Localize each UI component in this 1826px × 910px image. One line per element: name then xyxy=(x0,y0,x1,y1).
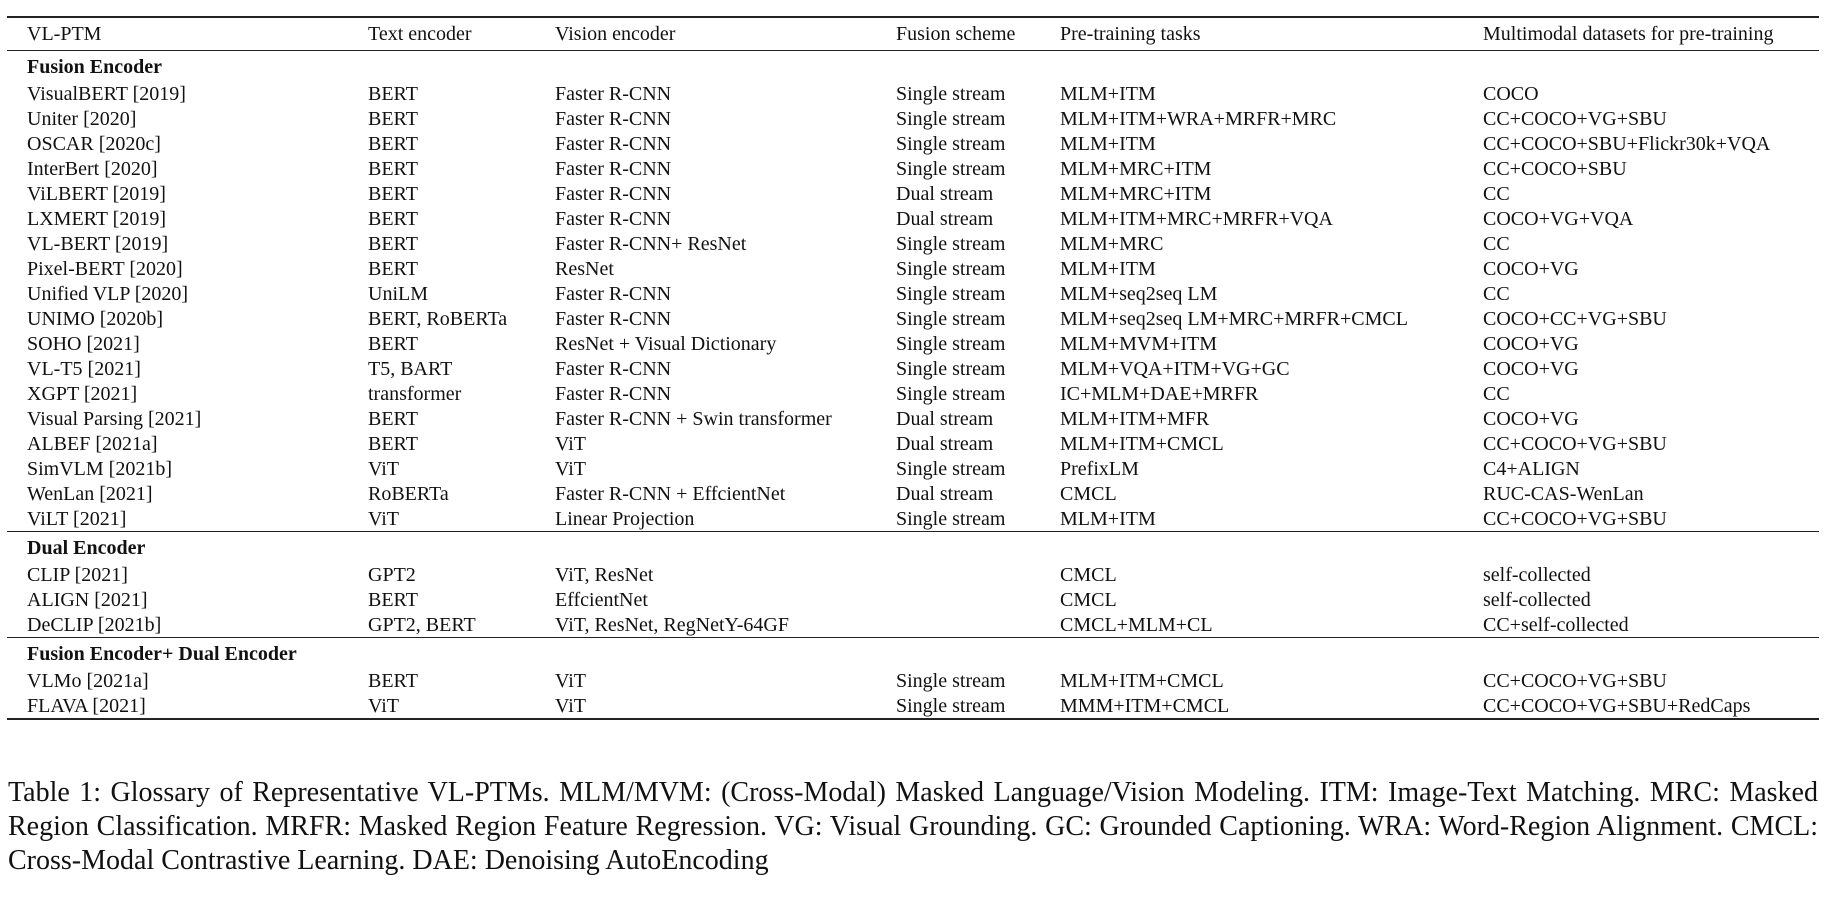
cell-fusion-scheme: Single stream xyxy=(896,282,1006,305)
cell-pretraining-tasks: MLM+MVM+ITM xyxy=(1060,332,1218,355)
glossary-table-container xyxy=(7,16,1819,720)
cell-pretraining-tasks: CMCL xyxy=(1060,588,1117,611)
cell-pretraining-tasks: MLM+ITM+MRC+MRFR+VQA xyxy=(1060,207,1333,230)
cell-pretraining-tasks: MLM+ITM+WRA+MRFR+MRC xyxy=(1060,107,1337,130)
cell-vision-encoder: Faster R-CNN xyxy=(555,282,672,305)
cell-datasets: CC xyxy=(1483,232,1510,255)
section-header-row xyxy=(7,532,1819,563)
cell-pretraining-tasks: MLM+ITM xyxy=(1060,132,1156,155)
cell-datasets: CC+COCO+VG+SBU+RedCaps xyxy=(1463,693,1819,719)
cell-pretraining-tasks: MLM+MRC xyxy=(1060,232,1164,255)
cell-text-encoder: BERT xyxy=(368,669,418,692)
cell-fusion-scheme: Dual stream xyxy=(896,407,994,430)
cell-datasets: CC xyxy=(1483,382,1510,405)
cell-datasets: self-collected xyxy=(1483,588,1591,611)
cell-vl-ptm: ALBEF [2021a] xyxy=(27,432,158,455)
cell-pretraining-tasks: CMCL xyxy=(1060,482,1117,505)
section-title: Fusion Encoder xyxy=(27,56,163,78)
cell-pretraining-tasks: MLM+ITM+MFR xyxy=(1060,407,1210,430)
cell-fusion-scheme xyxy=(876,587,1040,612)
cell-pretraining-tasks: MLM+ITM xyxy=(1060,507,1156,530)
cell-vl-ptm: UNIMO [2020b] xyxy=(27,307,164,330)
cell-text-encoder: UniLM xyxy=(368,282,428,305)
cell-fusion-scheme: Single stream xyxy=(896,157,1006,180)
header-pretraining-tasks: Pre-training tasks xyxy=(1040,17,1463,51)
cell-vision-encoder: Faster R-CNN xyxy=(555,82,672,105)
cell-fusion-scheme: Single stream xyxy=(896,232,1006,255)
cell-pretraining-tasks: PrefixLM xyxy=(1060,457,1139,480)
cell-vl-ptm: SimVLM [2021b] xyxy=(27,457,172,480)
cell-vl-ptm: InterBert [2020] xyxy=(27,157,158,180)
cell-pretraining-tasks: MLM+ITM xyxy=(1060,257,1156,280)
cell-datasets: RUC-CAS-WenLan xyxy=(1483,482,1644,505)
cell-datasets: CC+COCO+SBU xyxy=(1483,157,1627,180)
cell-vision-encoder: Faster R-CNN xyxy=(555,382,672,405)
cell-pretraining-tasks: MLM+seq2seq LM+MRC+MRFR+CMCL xyxy=(1060,307,1408,330)
cell-vl-ptm: LXMERT [2019] xyxy=(27,207,166,230)
cell-vl-ptm: Pixel-BERT [2020] xyxy=(27,257,183,280)
cell-vision-encoder: ResNet xyxy=(555,257,614,280)
table-row xyxy=(7,256,1819,281)
table-row xyxy=(7,231,1819,256)
cell-pretraining-tasks: IC+MLM+DAE+MRFR xyxy=(1060,382,1259,405)
cell-pretraining-tasks: MLM+ITM+CMCL xyxy=(1060,669,1224,692)
section-title: Fusion Encoder+ Dual Encoder xyxy=(7,638,1819,669)
cell-text-encoder: BERT xyxy=(368,157,418,180)
table-row xyxy=(7,356,1819,381)
cell-datasets: COCO+VG xyxy=(1483,257,1579,280)
cell-vl-ptm: ViLT [2021] xyxy=(27,507,127,530)
cell-vl-ptm: Uniter [2020] xyxy=(27,107,137,130)
table-row xyxy=(7,331,1819,356)
cell-text-encoder: ViT xyxy=(348,693,535,719)
cell-datasets: COCO+VG+VQA xyxy=(1483,207,1634,230)
cell-vision-encoder: ViT xyxy=(555,432,587,455)
table-row xyxy=(7,456,1819,481)
cell-pretraining-tasks: CMCL xyxy=(1060,563,1117,586)
cell-datasets: COCO+CC+VG+SBU xyxy=(1483,307,1667,330)
cell-vision-encoder: Faster R-CNN + Swin transformer xyxy=(555,407,832,430)
cell-vl-ptm: VLMo [2021a] xyxy=(27,669,149,692)
cell-vision-encoder: Faster R-CNN xyxy=(555,157,672,180)
cell-fusion-scheme: Single stream xyxy=(896,507,1006,530)
cell-fusion-scheme: Single stream xyxy=(896,357,1006,380)
cell-fusion-scheme: Dual stream xyxy=(896,207,994,230)
cell-text-encoder: BERT xyxy=(368,82,418,105)
cell-pretraining-tasks: MMM+ITM+CMCL xyxy=(1040,693,1463,719)
cell-vision-encoder: Faster R-CNN + EffcientNet xyxy=(555,482,786,505)
header-vl-ptm: VL-PTM xyxy=(7,17,348,51)
cell-datasets: CC xyxy=(1483,182,1510,205)
table-row xyxy=(7,506,1819,532)
cell-vl-ptm: VL-BERT [2019] xyxy=(27,232,169,255)
cell-vl-ptm: FLAVA [2021] xyxy=(7,693,348,719)
cell-datasets: CC xyxy=(1483,282,1510,305)
cell-text-encoder: ViT xyxy=(368,457,400,480)
table-row xyxy=(7,106,1819,131)
cell-fusion-scheme: Single stream xyxy=(896,669,1006,692)
cell-text-encoder: BERT xyxy=(368,257,418,280)
cell-text-encoder: BERT xyxy=(368,132,418,155)
cell-vl-ptm: Unified VLP [2020] xyxy=(27,282,189,305)
cell-datasets: C4+ALIGN xyxy=(1483,457,1580,480)
cell-text-encoder: GPT2 xyxy=(368,563,416,586)
table-row xyxy=(7,306,1819,331)
cell-text-encoder: BERT xyxy=(368,407,418,430)
table-row xyxy=(7,431,1819,456)
cell-vl-ptm: VL-T5 [2021] xyxy=(27,357,141,380)
cell-text-encoder: BERT xyxy=(368,588,418,611)
cell-fusion-scheme: Single stream xyxy=(896,457,1006,480)
table-row xyxy=(7,381,1819,406)
cell-pretraining-tasks: CMCL+MLM+CL xyxy=(1060,613,1213,636)
cell-vl-ptm: Visual Parsing [2021] xyxy=(27,407,202,430)
table-row xyxy=(7,481,1819,506)
cell-vl-ptm: VisualBERT [2019] xyxy=(27,82,186,105)
table-row xyxy=(7,612,1819,638)
cell-text-encoder: T5, BART xyxy=(368,357,453,380)
cell-vision-encoder: Faster R-CNN xyxy=(555,307,672,330)
table-caption: Table 1: Glossary of Representative VL-PTMs. MLM/MVM: (Cross-Modal) Masked Language/Vision Modeling. ITM: Image-Text Matching. MRC: Masked Region Classification. MRFR: Masked Region Feature Regression. VG: Visual Grounding. GC: Grounded Captioning. WRA: Word-Region Alignment. CMCL: Cross-Modal Contrastive Learning. DAE: Denoising AutoEncoding xyxy=(8,777,1818,876)
glossary-table xyxy=(7,16,1819,720)
cell-vision-encoder: Faster R-CNN+ ResNet xyxy=(555,232,747,255)
cell-datasets: CC+COCO+SBU+Flickr30k+VQA xyxy=(1483,132,1771,155)
section-header-row xyxy=(7,51,1819,82)
cell-pretraining-tasks: MLM+VQA+ITM+VG+GC xyxy=(1060,357,1290,380)
cell-datasets: COCO+VG xyxy=(1483,357,1579,380)
cell-datasets: CC+self-collected xyxy=(1483,613,1629,636)
cell-text-encoder: transformer xyxy=(368,382,462,405)
cell-vl-ptm: ViLBERT [2019] xyxy=(27,182,166,205)
cell-vision-encoder: Faster R-CNN xyxy=(555,182,672,205)
cell-fusion-scheme: Single stream xyxy=(896,257,1006,280)
table-row xyxy=(7,668,1819,693)
table-body xyxy=(7,51,1819,720)
cell-text-encoder: BERT xyxy=(368,107,418,130)
cell-vl-ptm: OSCAR [2020c] xyxy=(27,132,161,155)
cell-pretraining-tasks: MLM+seq2seq LM xyxy=(1060,282,1218,305)
table-row xyxy=(7,281,1819,306)
cell-datasets: COCO xyxy=(1483,82,1539,105)
cell-fusion-scheme: Single stream xyxy=(896,82,1006,105)
cell-text-encoder: BERT xyxy=(368,332,418,355)
header-row xyxy=(7,17,1819,51)
cell-text-encoder: RoBERTa xyxy=(368,482,449,505)
cell-datasets: CC+COCO+VG+SBU xyxy=(1483,107,1667,130)
cell-vision-encoder: ViT xyxy=(555,669,587,692)
cell-fusion-scheme xyxy=(876,562,1040,587)
cell-vl-ptm: DeCLIP [2021b] xyxy=(27,613,162,636)
cell-text-encoder: BERT xyxy=(368,207,418,230)
cell-datasets: CC+COCO+VG+SBU xyxy=(1483,507,1667,530)
cell-vision-encoder: EffcientNet xyxy=(555,588,648,611)
cell-text-encoder: BERT, RoBERTa xyxy=(368,307,508,330)
cell-pretraining-tasks: MLM+MRC+ITM xyxy=(1060,157,1212,180)
cell-vision-encoder: ResNet + Visual Dictionary xyxy=(555,332,777,355)
cell-vision-encoder: ViT xyxy=(555,457,587,480)
cell-fusion-scheme: Single stream xyxy=(876,693,1040,719)
header-fusion-scheme: Fusion scheme xyxy=(876,17,1040,51)
cell-pretraining-tasks: MLM+MRC+ITM xyxy=(1060,182,1212,205)
cell-fusion-scheme: Dual stream xyxy=(896,482,994,505)
cell-vl-ptm: XGPT [2021] xyxy=(27,382,138,405)
cell-vision-encoder: ViT, ResNet xyxy=(555,563,654,586)
cell-vl-ptm: WenLan [2021] xyxy=(27,482,153,505)
cell-vision-encoder: Faster R-CNN xyxy=(555,357,672,380)
cell-text-encoder: ViT xyxy=(368,507,400,530)
cell-pretraining-tasks: MLM+ITM xyxy=(1060,82,1156,105)
cell-vl-ptm: SOHO [2021] xyxy=(27,332,140,355)
cell-datasets: COCO+VG xyxy=(1483,332,1579,355)
table-row xyxy=(7,693,1819,719)
cell-fusion-scheme: Single stream xyxy=(896,332,1006,355)
table-row xyxy=(7,587,1819,612)
cell-text-encoder: BERT xyxy=(368,432,418,455)
table-row xyxy=(7,156,1819,181)
cell-datasets: COCO+VG xyxy=(1483,407,1579,430)
cell-fusion-scheme: Dual stream xyxy=(896,182,994,205)
cell-fusion-scheme xyxy=(876,612,1040,638)
cell-vision-encoder: Faster R-CNN xyxy=(555,132,672,155)
cell-datasets: self-collected xyxy=(1483,563,1591,586)
table-row xyxy=(7,81,1819,106)
cell-datasets: CC+COCO+VG+SBU xyxy=(1483,432,1667,455)
header-multimodal-datasets: Multimodal datasets for pre-training xyxy=(1463,17,1819,51)
cell-datasets: CC+COCO+VG+SBU xyxy=(1483,669,1667,692)
table-row xyxy=(7,562,1819,587)
header-vision-encoder: Vision encoder xyxy=(535,17,876,51)
cell-fusion-scheme: Single stream xyxy=(896,382,1006,405)
table-row xyxy=(7,406,1819,431)
cell-fusion-scheme: Single stream xyxy=(896,132,1006,155)
cell-text-encoder: BERT xyxy=(368,232,418,255)
cell-text-encoder: GPT2, BERT xyxy=(368,613,476,636)
header-text-encoder: Text encoder xyxy=(348,17,535,51)
cell-fusion-scheme: Dual stream xyxy=(896,432,994,455)
cell-vl-ptm: ALIGN [2021] xyxy=(27,588,148,611)
table-row xyxy=(7,181,1819,206)
cell-vision-encoder: ViT, ResNet, RegNetY-64GF xyxy=(555,613,789,636)
cell-fusion-scheme: Single stream xyxy=(896,107,1006,130)
cell-pretraining-tasks: MLM+ITM+CMCL xyxy=(1060,432,1224,455)
cell-vision-encoder: ViT xyxy=(535,693,876,719)
cell-vision-encoder: Faster R-CNN xyxy=(555,207,672,230)
cell-fusion-scheme: Single stream xyxy=(896,307,1006,330)
section-header-row xyxy=(7,638,1819,669)
cell-text-encoder: BERT xyxy=(368,182,418,205)
cell-vl-ptm: CLIP [2021] xyxy=(27,563,128,586)
table-header xyxy=(7,17,1819,51)
section-title: Dual Encoder xyxy=(7,532,1819,563)
cell-vision-encoder: Faster R-CNN xyxy=(555,107,672,130)
table-row xyxy=(7,206,1819,231)
table-row xyxy=(7,131,1819,156)
cell-vision-encoder: Linear Projection xyxy=(555,507,695,530)
